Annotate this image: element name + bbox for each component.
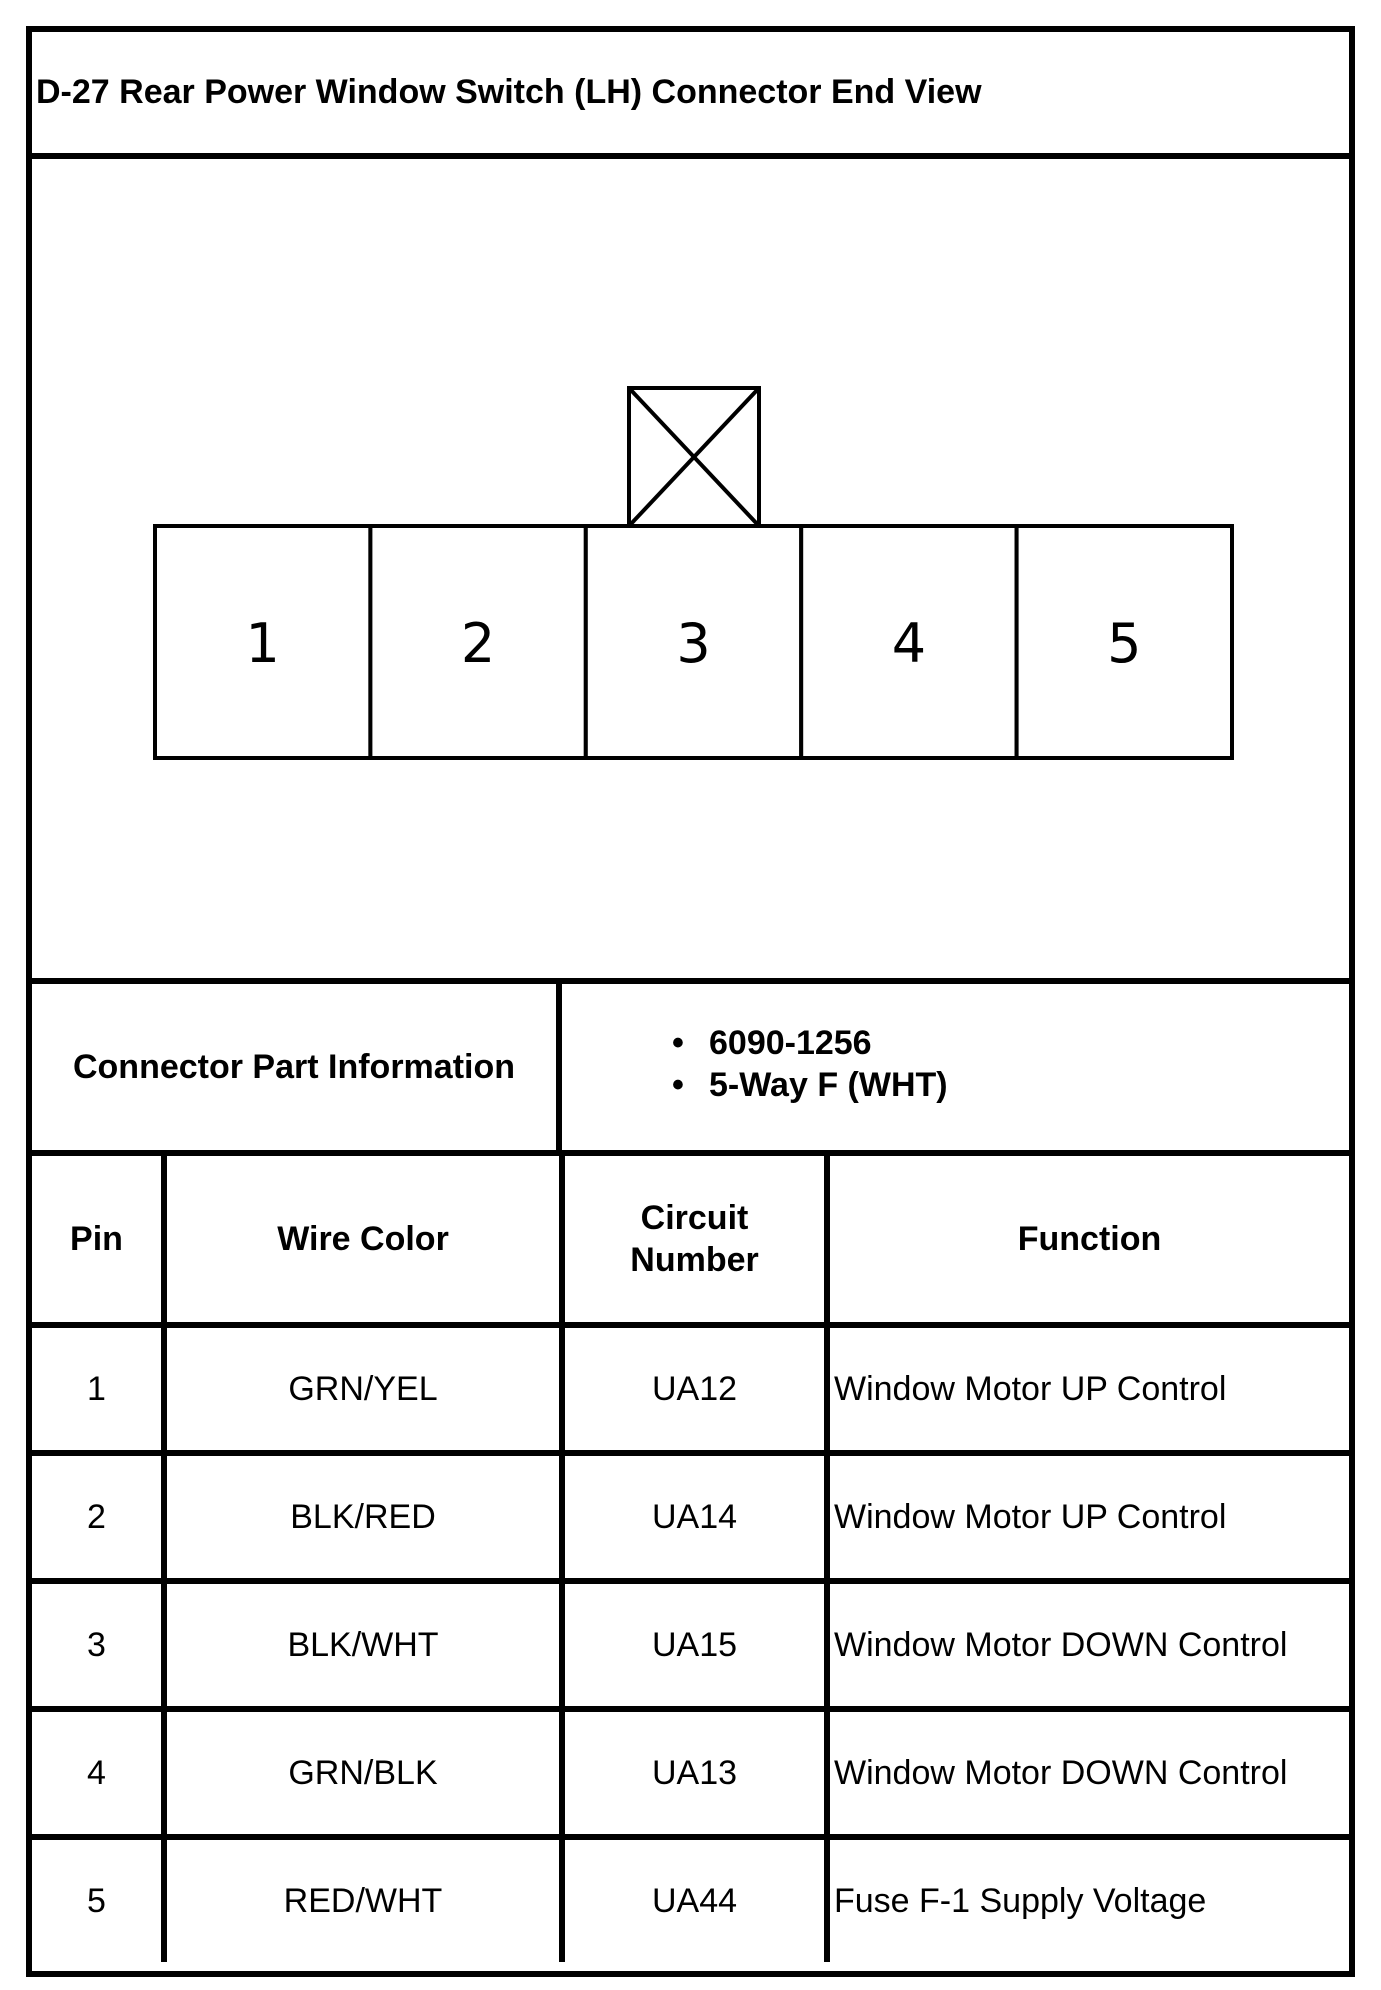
header-circuit-line1: Circuit bbox=[640, 1199, 749, 1237]
wire-color-cell: BLK/RED bbox=[164, 1453, 562, 1581]
cavity-label: 3 bbox=[676, 612, 711, 675]
circuit-cell: UA12 bbox=[562, 1325, 827, 1453]
circuit-cell: UA13 bbox=[562, 1709, 827, 1837]
part-number: 6090-1256 bbox=[709, 1024, 872, 1062]
circuit-cell: UA15 bbox=[562, 1581, 827, 1709]
circuit-cell: UA44 bbox=[562, 1837, 827, 1962]
connector-cavities bbox=[155, 526, 1232, 758]
function-cell: Window Motor DOWN Control bbox=[827, 1581, 1349, 1709]
crossed-box-icon bbox=[629, 388, 759, 526]
pin-cell: 1 bbox=[32, 1325, 164, 1453]
function-cell: Window Motor UP Control bbox=[827, 1453, 1349, 1581]
function-cell: Fuse F-1 Supply Voltage bbox=[827, 1837, 1349, 1962]
table-row bbox=[32, 1325, 1349, 1453]
header-pin: Pin bbox=[32, 1156, 164, 1325]
circuit-cell: UA14 bbox=[562, 1453, 827, 1581]
header-circuit-line2: Number bbox=[630, 1241, 759, 1279]
pin-cell: 3 bbox=[32, 1581, 164, 1709]
cavity-label: 4 bbox=[891, 612, 927, 675]
cavity-label: 5 bbox=[1107, 612, 1142, 675]
connector-part-info bbox=[32, 984, 1349, 1156]
table-header-row bbox=[32, 1156, 1349, 1325]
table-row bbox=[32, 1837, 1349, 1962]
wire-color-cell: BLK/WHT bbox=[164, 1581, 562, 1709]
function-cell: Window Motor DOWN Control bbox=[827, 1709, 1349, 1837]
connector-type: 5-Way F (WHT) bbox=[709, 1066, 948, 1104]
connector-info-label: Connector Part Information bbox=[32, 984, 562, 1150]
wire-color-cell: RED/WHT bbox=[164, 1837, 562, 1962]
connector-sheet bbox=[26, 26, 1355, 1977]
cavity-label: 2 bbox=[460, 612, 496, 675]
pin-cell: 4 bbox=[32, 1709, 164, 1837]
connector-info-values bbox=[562, 984, 1349, 1150]
pin-cell: 5 bbox=[32, 1837, 164, 1962]
header-circuit-number bbox=[562, 1156, 827, 1325]
table-row bbox=[32, 1709, 1349, 1837]
connector-diagram bbox=[32, 159, 1349, 978]
pin-cell: 2 bbox=[32, 1453, 164, 1581]
pinout-table bbox=[32, 1156, 1349, 1962]
title-row bbox=[32, 32, 1349, 159]
page-title: D-27 Rear Power Window Switch (LH) Connector End View bbox=[36, 73, 982, 111]
connector-end-view bbox=[32, 159, 1349, 984]
table-row bbox=[32, 1581, 1349, 1709]
wire-color-cell: GRN/BLK bbox=[164, 1709, 562, 1837]
bullet-icon: • bbox=[672, 1024, 684, 1062]
table-row bbox=[32, 1453, 1349, 1581]
header-function: Function bbox=[827, 1156, 1349, 1325]
cavity-label: 1 bbox=[245, 612, 280, 675]
header-wire-color: Wire Color bbox=[164, 1156, 562, 1325]
wire-color-cell: GRN/YEL bbox=[164, 1325, 562, 1453]
connector-type-item bbox=[672, 1064, 1349, 1106]
part-number-item bbox=[672, 1022, 1349, 1064]
function-cell: Window Motor UP Control bbox=[827, 1325, 1349, 1453]
bullet-icon: • bbox=[672, 1066, 684, 1104]
